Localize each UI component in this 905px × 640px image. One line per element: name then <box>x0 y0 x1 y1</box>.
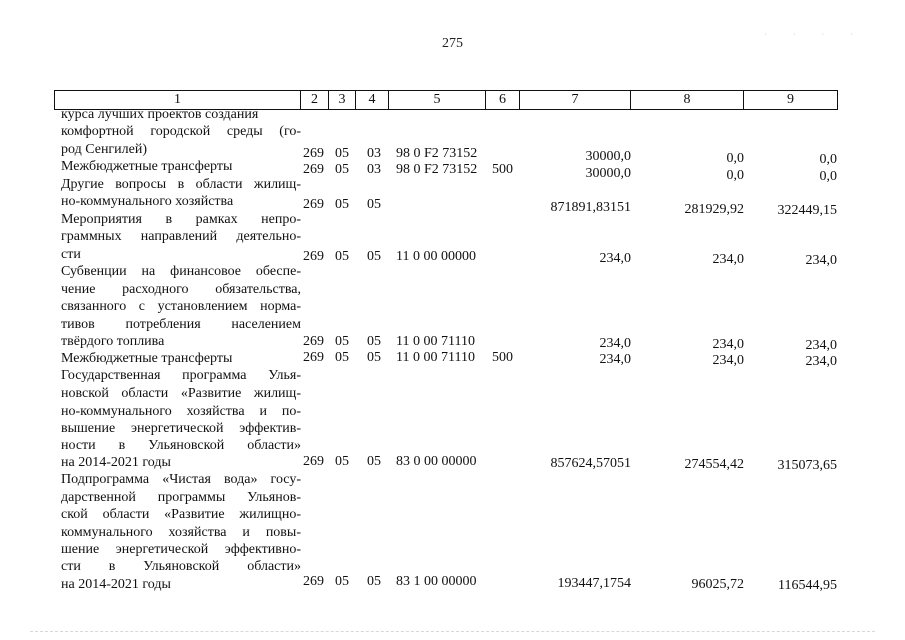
row-1-col-6: 500 <box>492 162 513 177</box>
header-col-6: 6 <box>485 91 519 109</box>
desc-line: род Сенгилей) <box>61 142 148 157</box>
row-0-col-5: 98 0 F2 73152 <box>396 146 478 161</box>
row-4-col-3: 05 <box>335 334 349 349</box>
row-1-col-3: 05 <box>335 162 349 177</box>
scan-edge-line <box>30 631 875 633</box>
desc-line: дарственной программы Ульянов- <box>61 490 301 505</box>
row-5-col-5: 11 0 00 71110 <box>396 350 475 365</box>
row-6-col-3: 05 <box>335 454 349 469</box>
desc-line: Межбюджетные трансферты <box>61 351 233 366</box>
row-5-col-7: 234,0 <box>599 352 631 367</box>
row-3-col-7: 234,0 <box>599 251 631 266</box>
row-2-col-9: 322449,15 <box>777 203 837 218</box>
row-7-col-5: 83 1 00 00000 <box>396 574 477 589</box>
desc-line: Подпрограмма «Чистая вода» госу- <box>61 472 301 487</box>
row-1-col-4: 03 <box>367 162 381 177</box>
row-2-col-4: 05 <box>367 197 381 212</box>
desc-line: Межбюджетные трансферты <box>61 159 233 174</box>
row-1-col-7: 30000,0 <box>585 166 631 181</box>
desc-line: ской области «Развитие жилищно- <box>61 507 301 522</box>
desc-line: граммных направлений деятельно- <box>61 229 301 244</box>
header-col-4: 4 <box>355 91 388 109</box>
row-5-col-2: 269 <box>303 350 324 365</box>
desc-line: комфортной городской среды (го- <box>61 124 301 139</box>
desc-line: тивов потребления населением <box>61 317 301 332</box>
row-3-col-8: 234,0 <box>712 252 744 267</box>
row-6-col-4: 05 <box>367 454 381 469</box>
desc-line: шение энергетической эффективно- <box>61 542 301 557</box>
desc-line: на 2014-2021 годы <box>61 577 171 592</box>
header-col-7: 7 <box>519 91 630 109</box>
desc-line: сти в Ульяновской области» <box>61 559 301 574</box>
row-4-col-8: 234,0 <box>712 337 744 352</box>
header-col-8: 8 <box>630 91 743 109</box>
scan-marks: · · · · <box>764 30 865 39</box>
row-1-col-9: 0,0 <box>819 169 837 184</box>
desc-line: чение расходного обязательства, <box>61 282 301 297</box>
row-0-col-9: 0,0 <box>819 152 837 167</box>
row-1-col-2: 269 <box>303 162 324 177</box>
header-col-1: 1 <box>174 92 181 107</box>
desc-line: связанного с установлением норма- <box>61 299 301 314</box>
row-3-col-9: 234,0 <box>805 253 837 268</box>
row-0-col-2: 269 <box>303 146 324 161</box>
row-2-col-7: 871891,83151 <box>550 200 631 215</box>
row-6-col-7: 857624,57051 <box>550 456 631 471</box>
desc-line: коммунального хозяйства и повы- <box>61 525 301 540</box>
row-1-col-5: 98 0 F2 73152 <box>396 162 478 177</box>
desc-line: новской области «Развитие жилищ- <box>61 386 301 401</box>
desc-line: Субвенции на финансовое обеспе- <box>61 264 301 279</box>
row-7-col-4: 05 <box>367 574 381 589</box>
row-5-col-3: 05 <box>335 350 349 365</box>
row-2-col-3: 05 <box>335 197 349 212</box>
desc-line: на 2014-2021 годы <box>61 455 171 470</box>
row-4-col-5: 11 0 00 71110 <box>396 334 475 349</box>
row-4-col-4: 05 <box>367 334 381 349</box>
desc-line: но-коммунального хозяйства и по- <box>61 404 301 419</box>
desc-line: твёрдого топлива <box>61 334 165 349</box>
row-5-col-8: 234,0 <box>712 353 744 368</box>
desc-line: курса лучших проектов создания <box>61 107 259 122</box>
row-7-col-7: 193447,1754 <box>557 576 631 591</box>
row-4-col-9: 234,0 <box>805 338 837 353</box>
row-4-col-2: 269 <box>303 334 324 349</box>
row-6-col-8: 274554,42 <box>684 457 744 472</box>
row-1-col-8: 0,0 <box>726 168 744 183</box>
row-7-col-3: 05 <box>335 574 349 589</box>
desc-line: Государственная программа Улья- <box>61 368 301 383</box>
row-4-col-7: 234,0 <box>599 336 631 351</box>
row-6-col-5: 83 0 00 00000 <box>396 454 477 469</box>
row-0-col-8: 0,0 <box>726 151 744 166</box>
row-7-col-8: 96025,72 <box>691 577 744 592</box>
row-5-col-6: 500 <box>492 350 513 365</box>
row-0-col-4: 03 <box>367 146 381 161</box>
row-6-col-9: 315073,65 <box>777 458 837 473</box>
row-2-col-2: 269 <box>303 197 324 212</box>
header-col-3: 3 <box>328 91 355 109</box>
desc-line: сти <box>61 247 81 262</box>
desc-line: Другие вопросы в области жилищ- <box>61 177 301 192</box>
row-2-col-8: 281929,92 <box>684 202 744 217</box>
row-3-col-2: 269 <box>303 249 324 264</box>
header-col-5: 5 <box>388 91 485 109</box>
desc-line: вышение энергетической эффектив- <box>61 421 301 436</box>
row-3-col-5: 11 0 00 00000 <box>396 249 476 264</box>
row-0-col-7: 30000,0 <box>585 149 631 164</box>
desc-line: но-коммунального хозяйства <box>61 194 234 209</box>
row-0-col-3: 05 <box>335 146 349 161</box>
row-3-col-3: 05 <box>335 249 349 264</box>
row-5-col-4: 05 <box>367 350 381 365</box>
row-5-col-9: 234,0 <box>805 354 837 369</box>
page-number: 275 <box>442 36 463 51</box>
row-7-col-9: 116544,95 <box>778 578 837 593</box>
desc-line: Мероприятия в рамках непро- <box>61 212 301 227</box>
header-col-2: 2 <box>300 91 328 109</box>
row-6-col-2: 269 <box>303 454 324 469</box>
row-7-col-2: 269 <box>303 574 324 589</box>
desc-line: ности в Ульяновской области» <box>61 438 301 453</box>
row-3-col-4: 05 <box>367 249 381 264</box>
header-col-9: 9 <box>743 91 837 109</box>
